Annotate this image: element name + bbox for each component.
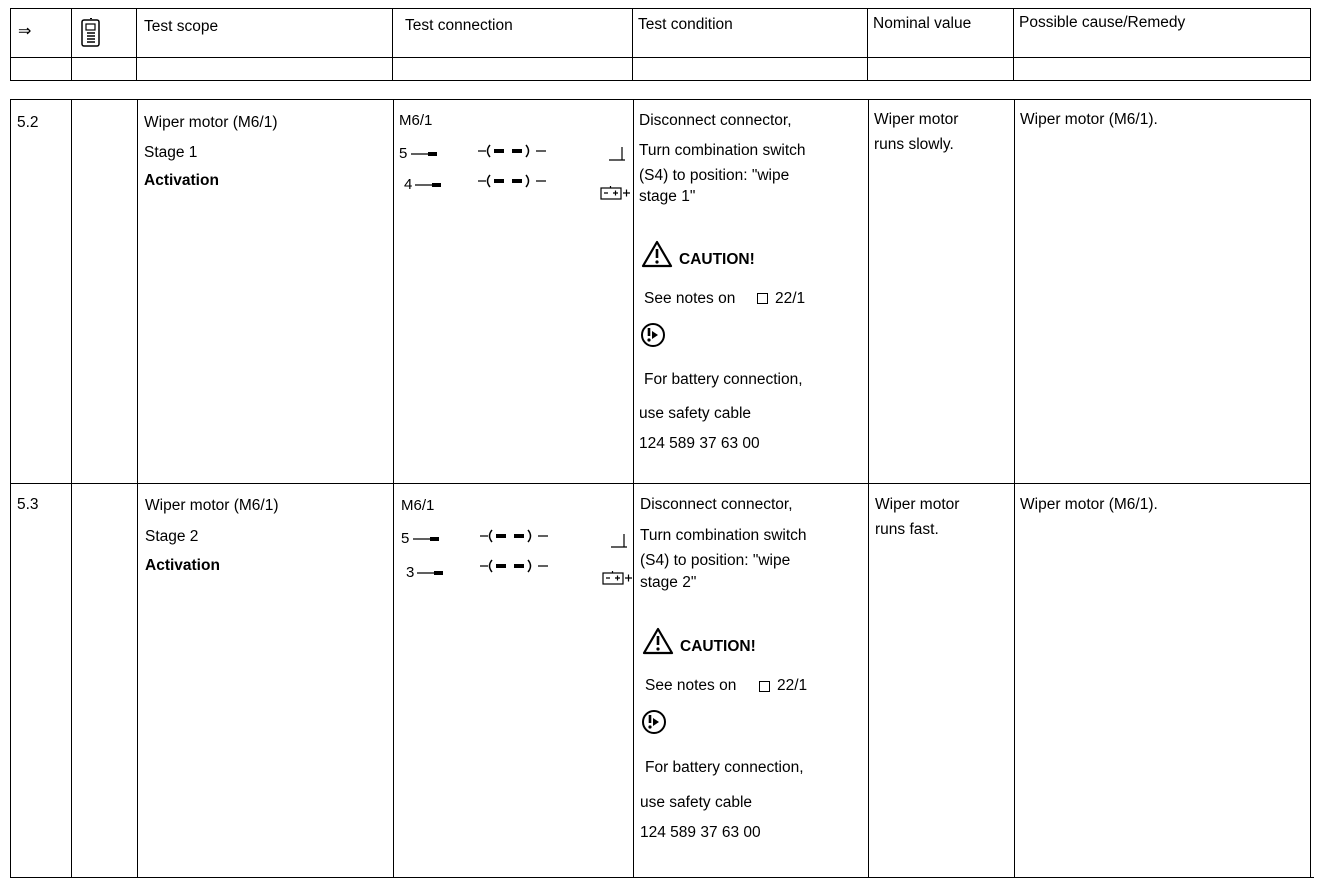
header-test-connection: Test connection — [405, 17, 513, 34]
part-number: 124 589 37 63 00 — [640, 824, 761, 841]
condition-line: Turn combination switch — [640, 527, 807, 544]
nominal-value-line: Wiper motor — [874, 111, 959, 128]
test-scope-component: Wiper motor (M6/1) — [144, 114, 278, 131]
condition-line: (S4) to position: "wipe — [639, 167, 790, 184]
pin-a-label: 5 — [399, 145, 408, 162]
header-nominal-value: Nominal value — [873, 15, 972, 32]
condition-line: stage 2" — [640, 574, 697, 591]
safety-cable-note: use safety cable — [639, 405, 752, 422]
nominal-value-line: Wiper motor — [875, 496, 960, 513]
condition-line: Turn combination switch — [639, 142, 806, 159]
connector-label: M6/1 — [399, 112, 433, 129]
notes-text: See notes on — [644, 290, 736, 307]
test-scope-activation: Activation — [145, 557, 220, 574]
battery-icon — [600, 186, 634, 207]
page-reference-box-icon — [757, 293, 768, 304]
probe-cable-icon — [476, 174, 556, 193]
test-scope-stage: Stage 1 — [144, 144, 198, 161]
warning-triangle-icon — [641, 240, 673, 273]
notes-reference: 22/1 — [777, 677, 808, 694]
pin-b-label: 3 — [406, 564, 415, 581]
pin-a-wire — [410, 146, 440, 165]
battery-note: For battery connection, — [645, 759, 804, 776]
condition-line: Disconnect connector, — [639, 112, 792, 129]
page-reference-box-icon — [759, 681, 770, 692]
nominal-value-line: runs fast. — [875, 521, 939, 538]
connector-label: M6/1 — [401, 497, 435, 514]
condition-line: (S4) to position: "wipe — [640, 552, 791, 569]
part-number: 124 589 37 63 00 — [639, 435, 760, 452]
header-test-condition: Test condition — [638, 16, 733, 33]
pin-b-label: 4 — [404, 176, 413, 193]
nominal-value-line: runs slowly. — [874, 136, 954, 153]
step-number: 5.2 — [17, 114, 39, 131]
tester-device-icon — [80, 18, 102, 53]
probe-cable-icon — [476, 144, 556, 163]
safety-note-icon — [640, 322, 668, 355]
remedy-text: Wiper motor (M6/1). — [1020, 111, 1158, 128]
caution-label: CAUTION! — [679, 251, 755, 268]
ground-icon — [608, 146, 626, 167]
arrow-icon: ⇒ — [18, 23, 32, 40]
pin-b-wire — [416, 565, 446, 584]
pin-a-wire — [412, 531, 442, 550]
battery-note: For battery connection, — [644, 371, 803, 388]
probe-cable-icon — [478, 529, 558, 548]
ground-icon — [610, 533, 628, 554]
pin-b-wire — [414, 177, 444, 196]
warning-triangle-icon — [642, 627, 674, 660]
caution-label: CAUTION! — [680, 638, 756, 655]
header-test-scope: Test scope — [144, 18, 219, 35]
safety-note-icon — [641, 709, 669, 742]
battery-icon — [602, 571, 636, 592]
pin-a-label: 5 — [401, 530, 410, 547]
test-scope-component: Wiper motor (M6/1) — [145, 497, 279, 514]
condition-line: Disconnect connector, — [640, 496, 793, 513]
header-possible-cause: Possible cause/Remedy — [1019, 14, 1186, 31]
notes-text: See notes on — [645, 677, 737, 694]
test-scope-stage: Stage 2 — [145, 528, 199, 545]
notes-reference: 22/1 — [775, 290, 806, 307]
probe-cable-icon — [478, 559, 558, 578]
condition-line: stage 1" — [639, 188, 696, 205]
remedy-text: Wiper motor (M6/1). — [1020, 496, 1158, 513]
step-number: 5.3 — [17, 496, 39, 513]
safety-cable-note: use safety cable — [640, 794, 753, 811]
test-scope-activation: Activation — [144, 172, 219, 189]
